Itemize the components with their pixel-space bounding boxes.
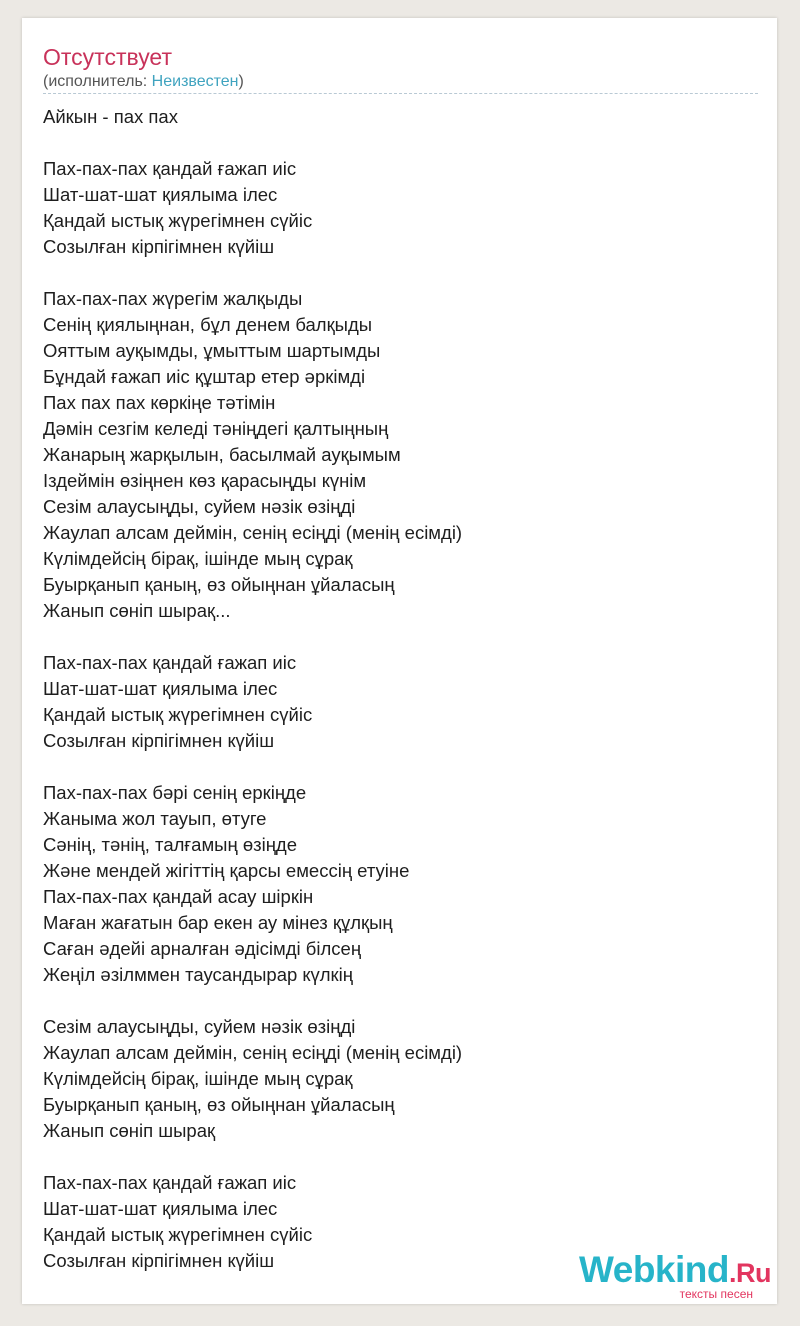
lyrics-line: Жаулап алсам деймін, сенің есіңді (менің есімді) (43, 522, 463, 543)
lyrics-line: Сәнің, тәнің, талғамың өзіңде (43, 834, 297, 855)
lyrics-line: Іздеймін өзіңнен көз қарасыңды күнім (43, 470, 367, 491)
lyrics-line: Саған әдейі арналған әдісімді білсең (43, 938, 362, 959)
lyrics-line: Шат-шат-шат қиялыма ілес (43, 1198, 278, 1219)
lyrics-line: Жаулап алсам деймін, сенің есіңді (менің есімді) (43, 1042, 463, 1063)
performer-line (43, 72, 244, 92)
lyrics-line: Сезім алаусыңды, суйем нәзік өзіңді (43, 1016, 356, 1037)
lyrics-line: Күлімдейсің бірақ, ішінде мың сұрақ (43, 1068, 353, 1089)
lyrics-stanza (43, 780, 758, 988)
lyrics-stanza (43, 1014, 758, 1144)
lyrics-line: Жанарың жарқылын, басылмай ауқымым (43, 444, 401, 465)
lyrics-line: Созылған кірпігімнен күйіш (43, 1250, 275, 1271)
lyrics-line: Пах пах пах көркіңе тәтімін (43, 392, 276, 413)
lyrics-line: Созылған кірпігімнен күйіш (43, 236, 275, 257)
performer-suffix: ) (238, 73, 244, 90)
lyrics-line: Пах-пах-пах бәрі сенің еркіңде (43, 782, 307, 803)
lyrics-stanza (43, 286, 758, 624)
site-logo[interactable] (579, 1251, 771, 1300)
title-divider (43, 93, 758, 94)
lyrics-line: Маған жағатын бар екен ау мінез құлқың (43, 912, 393, 933)
lyrics-line: Буырқанып қаның, өз ойыңнан ұйаласың (43, 574, 395, 595)
lyrics-line: Пах-пах-пах қандай асау шіркін (43, 886, 314, 907)
lyrics-line: Жеңіл әзілммен таусандырар күлкің (43, 964, 353, 985)
lyrics-stanza (43, 104, 758, 130)
lyrics-stanza (43, 650, 758, 754)
lyrics-line: Қандай ыстық жүрегімнен сүйіс (43, 704, 313, 725)
lyrics-line: Және мендей жігіттің қарсы емессің етуіне (43, 860, 410, 881)
lyrics-line: Пах-пах-пах жүрегім жалқыды (43, 288, 303, 309)
lyrics-line: Жанып сөніп шырақ... (43, 600, 231, 621)
lyrics-line: Бұндай ғажап иіс құштар етер әркімді (43, 366, 366, 387)
logo-tld: .Ru (729, 1258, 771, 1288)
lyrics-line: Дәмін сезгім келеді тәніңдегі қалтыңның (43, 418, 389, 439)
lyrics-line: Созылған кірпігімнен күйіш (43, 730, 275, 751)
lyrics-line: Айкын - пах пах (43, 106, 178, 127)
lyrics-line: Күлімдейсің бірақ, ішінде мың сұрақ (43, 548, 353, 569)
logo-main-text: Webkind (579, 1249, 729, 1290)
lyrics-line: Шат-шат-шат қиялыма ілес (43, 184, 278, 205)
lyrics-line: Жаныма жол тауып, өтуге (43, 808, 267, 829)
lyrics-line: Пах-пах-пах қандай ғажап иіс (43, 652, 297, 673)
lyrics-line: Сенің қиялыңнан, бұл денем балқыды (43, 314, 373, 335)
lyrics-line: Пах-пах-пах қандай ғажап иіс (43, 158, 297, 179)
lyrics-line: Ояттым ауқымды, ұмыттым шартымды (43, 340, 381, 361)
lyrics-line: Пах-пах-пах қандай ғажап иіс (43, 1172, 297, 1193)
lyrics-line: Қандай ыстық жүрегімнен сүйіс (43, 210, 313, 231)
lyrics-card (22, 18, 777, 1304)
lyrics-line: Шат-шат-шат қиялыма ілес (43, 678, 278, 699)
logo-tagline: тексты песен (679, 1287, 753, 1301)
lyrics-stanza (43, 156, 758, 260)
lyrics-line: Сезім алаусыңды, суйем нәзік өзіңді (43, 496, 356, 517)
lyrics-line: Буырқанып қаның, өз ойыңнан ұйаласың (43, 1094, 395, 1115)
lyrics-line: Жанып сөніп шырақ (43, 1120, 216, 1141)
performer-prefix: (исполнитель: (43, 73, 152, 90)
lyrics-line: Қандай ыстық жүрегімнен сүйіс (43, 1224, 313, 1245)
song-title: Отсутствует (43, 44, 172, 70)
lyrics-body (43, 104, 758, 1300)
performer-link[interactable]: Неизвестен (151, 73, 239, 90)
